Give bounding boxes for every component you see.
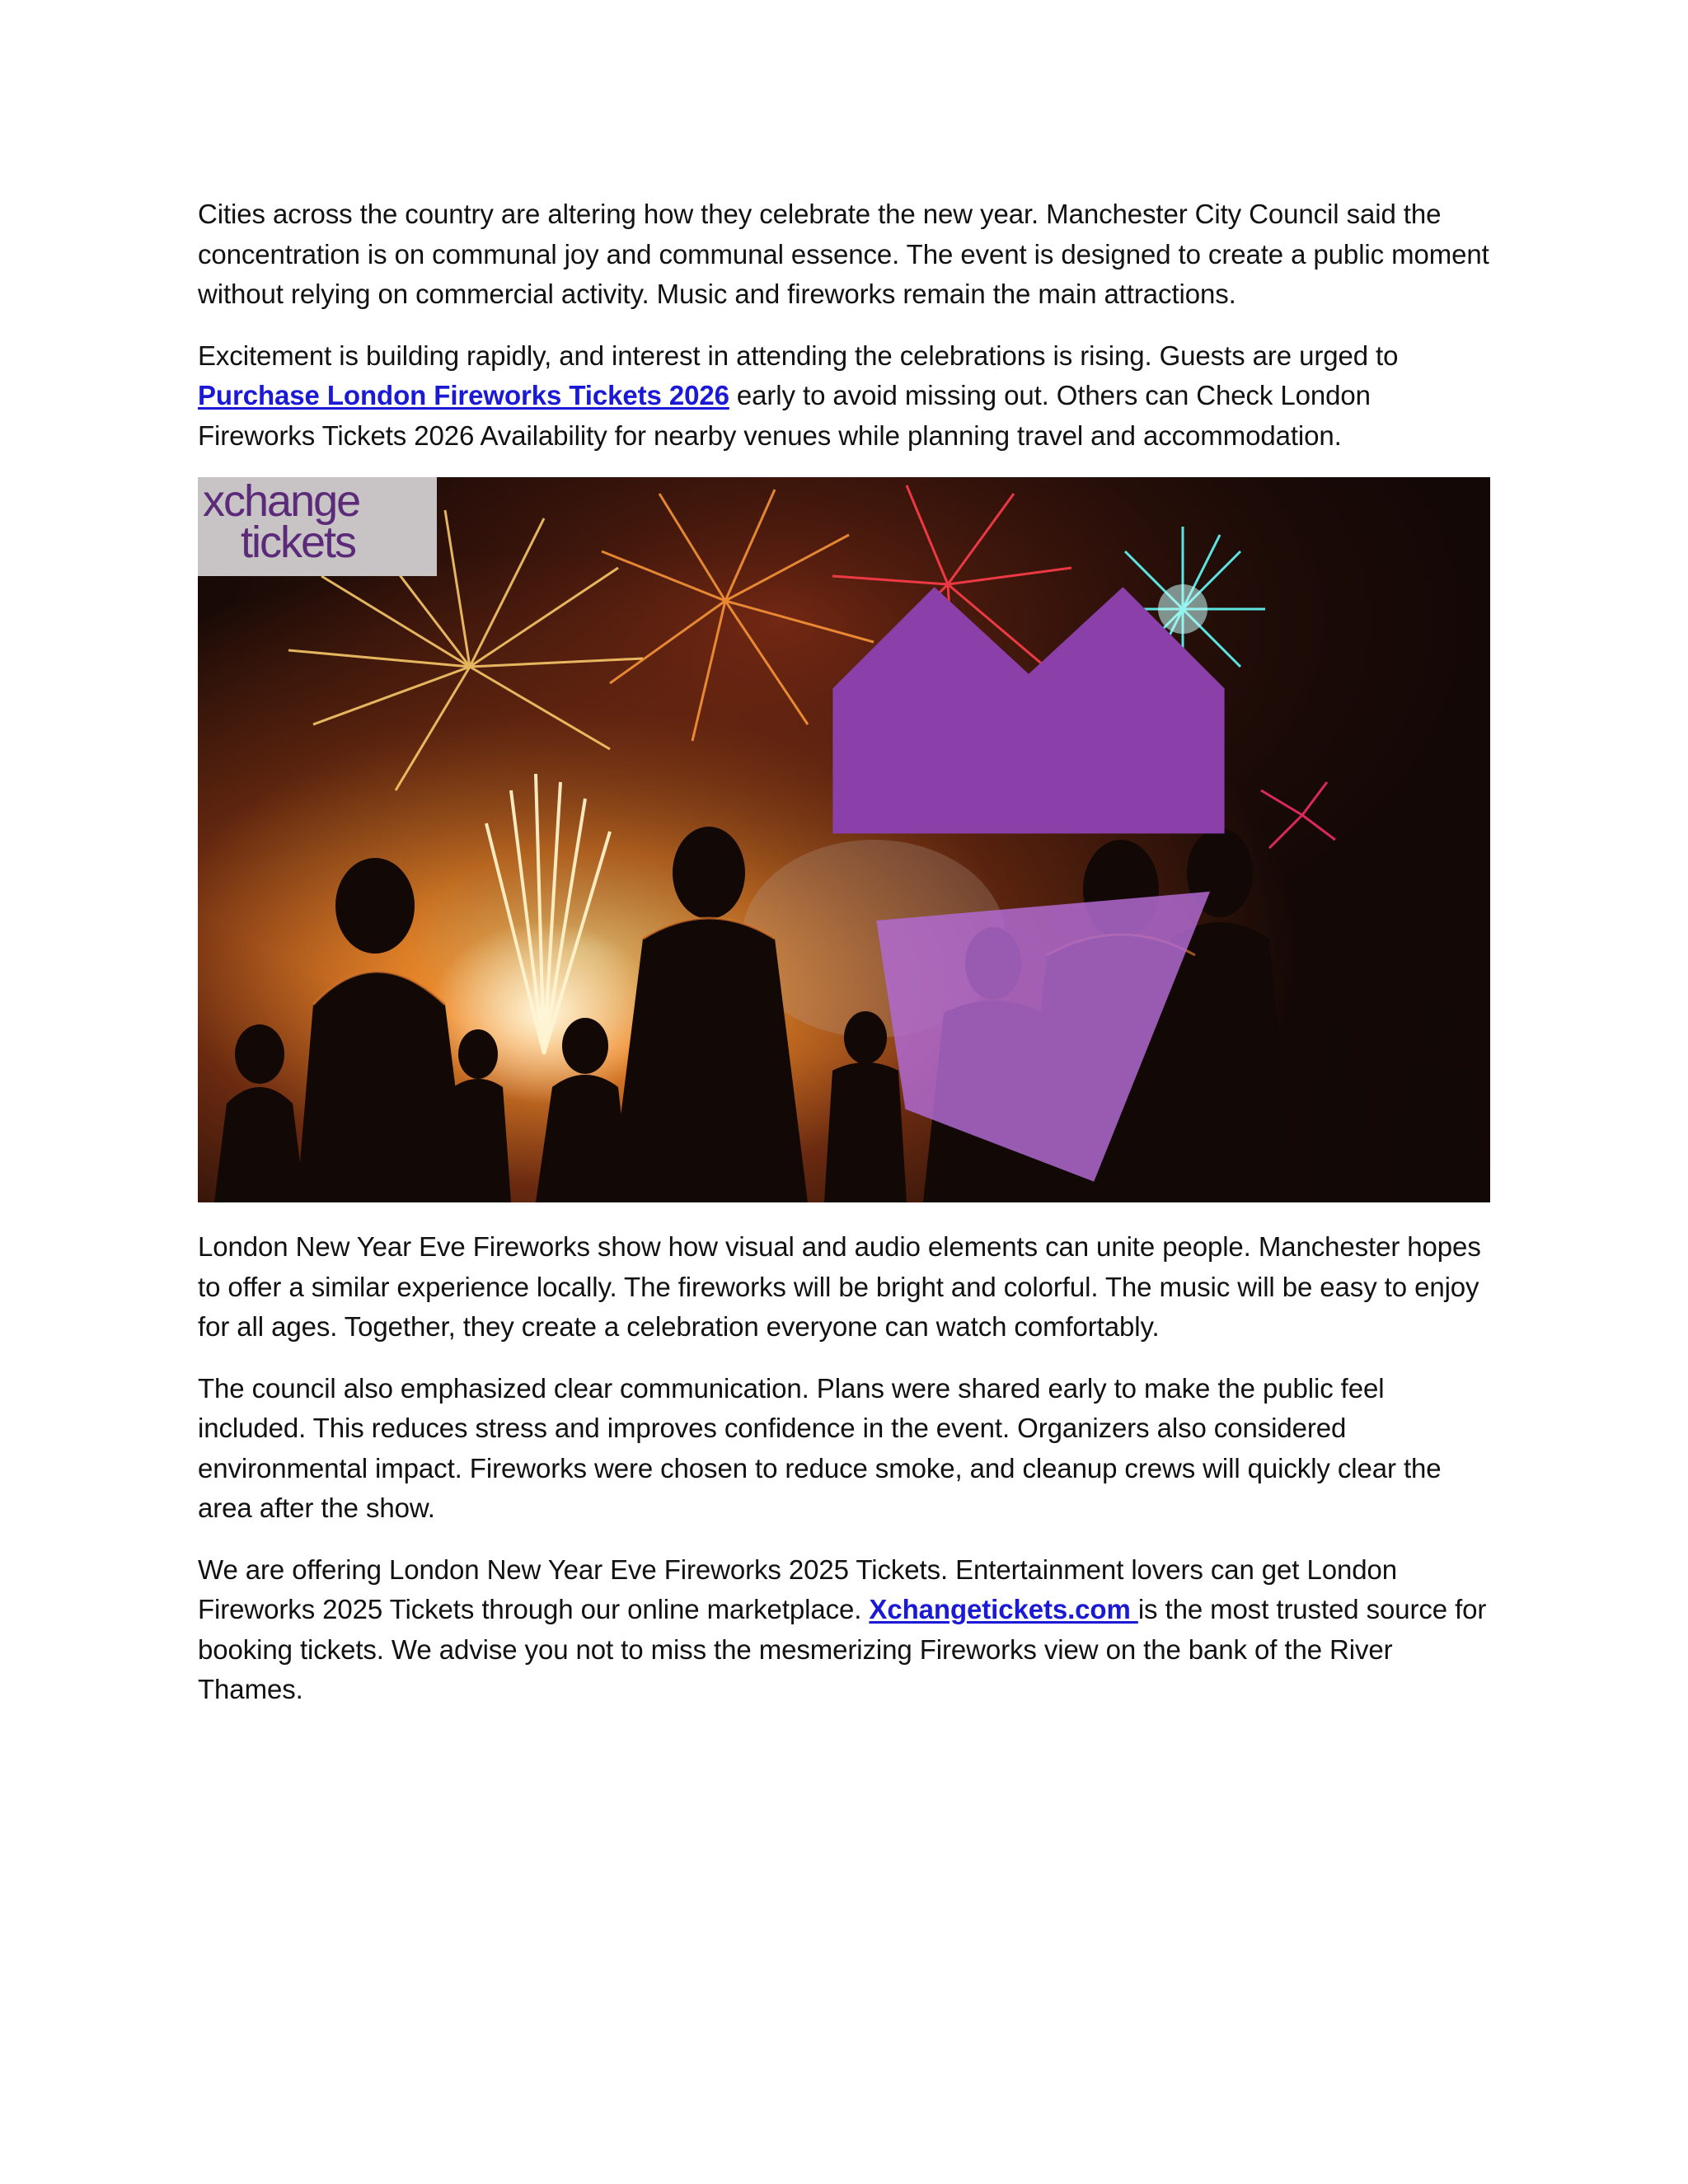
paragraph-offer: [198, 1550, 1490, 1710]
xchange-tickets-logo: [198, 477, 437, 576]
logo-text-line1: xchange: [203, 477, 360, 526]
fireworks-crowd-photo: [198, 477, 1490, 1202]
paragraph-excitement-text-end: early to avoid missing out. Others can Check London Fireworks Tickets 2026 Availability for nearby venues while planning travel and accommodation.: [198, 380, 1371, 451]
paragraph-intro: Cities across the country are altering how they celebrate the new year. Manchester City Council said the concentration is on communal joy and communal essence. The event is designed to create a public moment without relying on commercial activity. Music and fireworks remain the main attractions.: [198, 199, 1489, 309]
purchase-tickets-link[interactable]: Purchase London Fireworks Tickets 2026: [198, 380, 729, 410]
xchangetickets-link[interactable]: Xchangetickets.com: [869, 1594, 1138, 1624]
document-body: [198, 194, 1490, 1732]
paragraph-offer-text-end: is the most trusted source for booking tickets. We advise you not to miss the mesmerizing Fireworks view on the bank of the River Thames.: [198, 1594, 1487, 1704]
paragraph-council: The council also emphasized clear communication. Plans were shared early to make the public feel included. This reduces stress and improves confidence in the event. Organizers also considered environmental impact. Fireworks were chosen to reduce smoke, and cleanup crews will quickly clear the area after the show.: [198, 1372, 1442, 1523]
logo-text-line2: tickets: [241, 518, 356, 567]
paragraph-london-show: London New Year Eve Fireworks show how visual and audio elements can unite people. Manchester hopes to offer a similar experience locally. The fireworks will be bright and colorful. The music will be easy to enjoy for all ages. Together, they create a celebration everyone can watch comfortably.: [198, 1231, 1481, 1342]
ticket-mask-icon: [382, 485, 1490, 1202]
paragraph-offer-text-start: We are offering London New Year Eve Fireworks 2025 Tickets. Entertainment lovers can get London Fireworks 2025 Tickets through our online marketplace.: [198, 1554, 1397, 1624]
paragraph-excitement-text-start: Excitement is building rapidly, and interest in attending the celebrations is rising. Guests are urged to: [198, 340, 1399, 371]
paragraph-excitement: [198, 336, 1490, 457]
